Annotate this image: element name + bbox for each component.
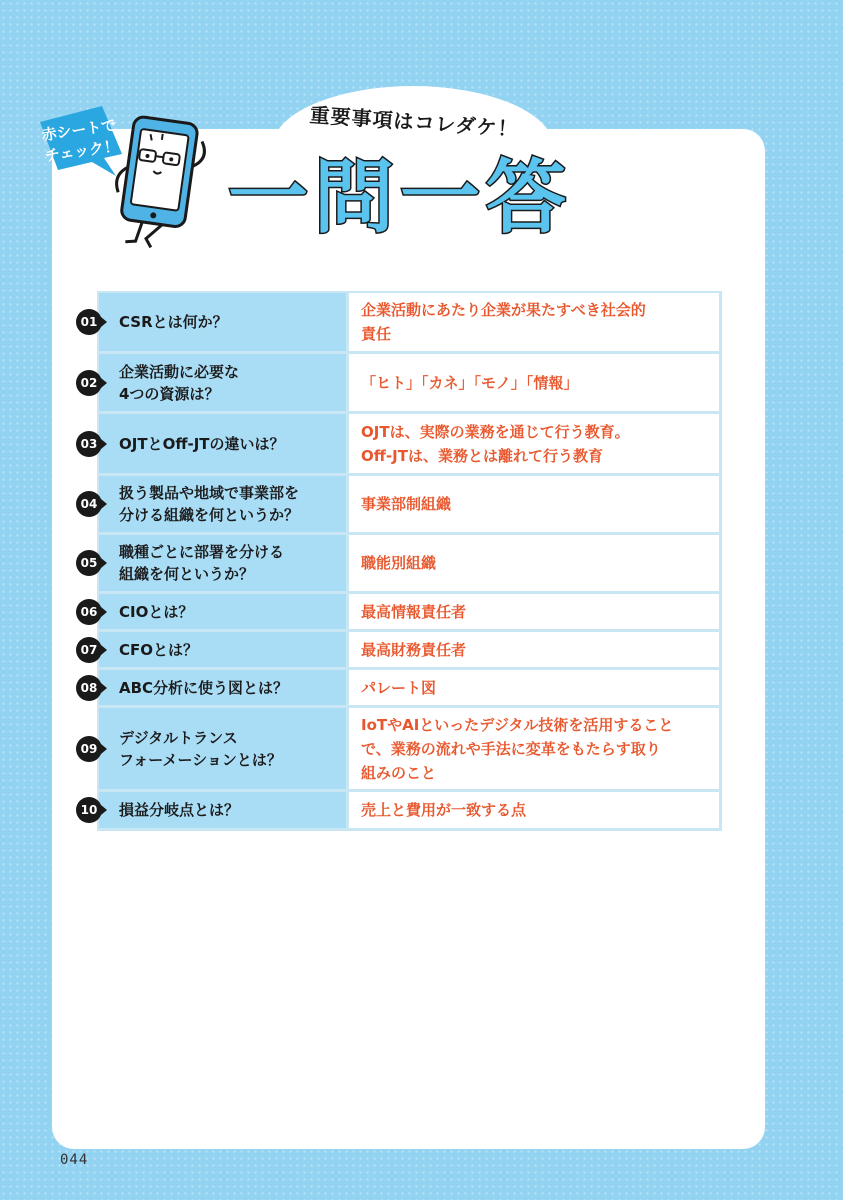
question-cell: ABC分析に使う図とは？ (97, 670, 346, 705)
qa-table (80, 291, 722, 831)
answer-cell: OJTは、実際の業務を通じて行う教育。 Off-JTは、業務とは離れて行う教育 (346, 414, 722, 473)
qa-row-02 (80, 354, 722, 414)
question-cell: CIOとは？ (97, 594, 346, 629)
question-cell: CFOとは？ (97, 632, 346, 667)
qa-row-03 (80, 414, 722, 476)
answer-cell: 「ヒト」「カネ」「モノ」「情報」 (346, 354, 722, 411)
answer-cell: 売上と費用が一致する点 (346, 792, 722, 828)
page-title: 一問一答 (228, 151, 572, 244)
section-subtitle: 重要事項はコレダケ！ (308, 102, 520, 142)
qa-row-06 (80, 594, 722, 632)
qa-row-01 (80, 293, 722, 354)
question-number-badge: 10 (76, 797, 102, 823)
question-number-badge: 06 (76, 599, 102, 625)
red-sheet-check-label: 赤シートで チェック！ (40, 116, 121, 166)
qa-row-08 (80, 670, 722, 708)
question-cell: 職種ごとに部署を分ける 組織を何というか？ (97, 535, 346, 591)
question-cell: OJTとOff-JTの違いは？ (97, 414, 346, 473)
question-cell: 損益分岐点とは？ (97, 792, 346, 828)
answer-cell: 最高情報責任者 (346, 594, 722, 629)
answer-cell: IoTやAIといったデジタル技術を活用すること で、業務の流れや手法に変革をもたらす取り 組みのこと (346, 708, 722, 789)
answer-cell: 職能別組織 (346, 535, 722, 591)
question-number-badge: 04 (76, 491, 102, 517)
question-cell: CSRとは何か？ (97, 293, 346, 351)
tablet-mascot-icon (104, 112, 216, 252)
question-cell: 扱う製品や地域で事業部を 分ける組織を何というか？ (97, 476, 346, 532)
question-number-badge: 07 (76, 637, 102, 663)
question-number-badge: 02 (76, 370, 102, 396)
question-number-badge: 03 (76, 431, 102, 457)
answer-cell: パレート図 (346, 670, 722, 705)
question-cell: 企業活動に必要な 4つの資源は？ (97, 354, 346, 411)
question-number-badge: 08 (76, 675, 102, 701)
answer-cell: 最高財務責任者 (346, 632, 722, 667)
qa-row-09 (80, 708, 722, 792)
qa-row-05 (80, 535, 722, 594)
answer-cell: 企業活動にあたり企業が果たすべき社会的 責任 (346, 293, 722, 351)
qa-row-10 (80, 792, 722, 831)
qa-row-04 (80, 476, 722, 535)
question-number-badge: 09 (76, 736, 102, 762)
question-number-badge: 05 (76, 550, 102, 576)
question-number-badge: 01 (76, 309, 102, 335)
answer-cell: 事業部制組織 (346, 476, 722, 532)
question-cell: デジタルトランス フォーメーションとは？ (97, 708, 346, 789)
qa-row-07 (80, 632, 722, 670)
page-number: 044 (60, 1152, 89, 1168)
